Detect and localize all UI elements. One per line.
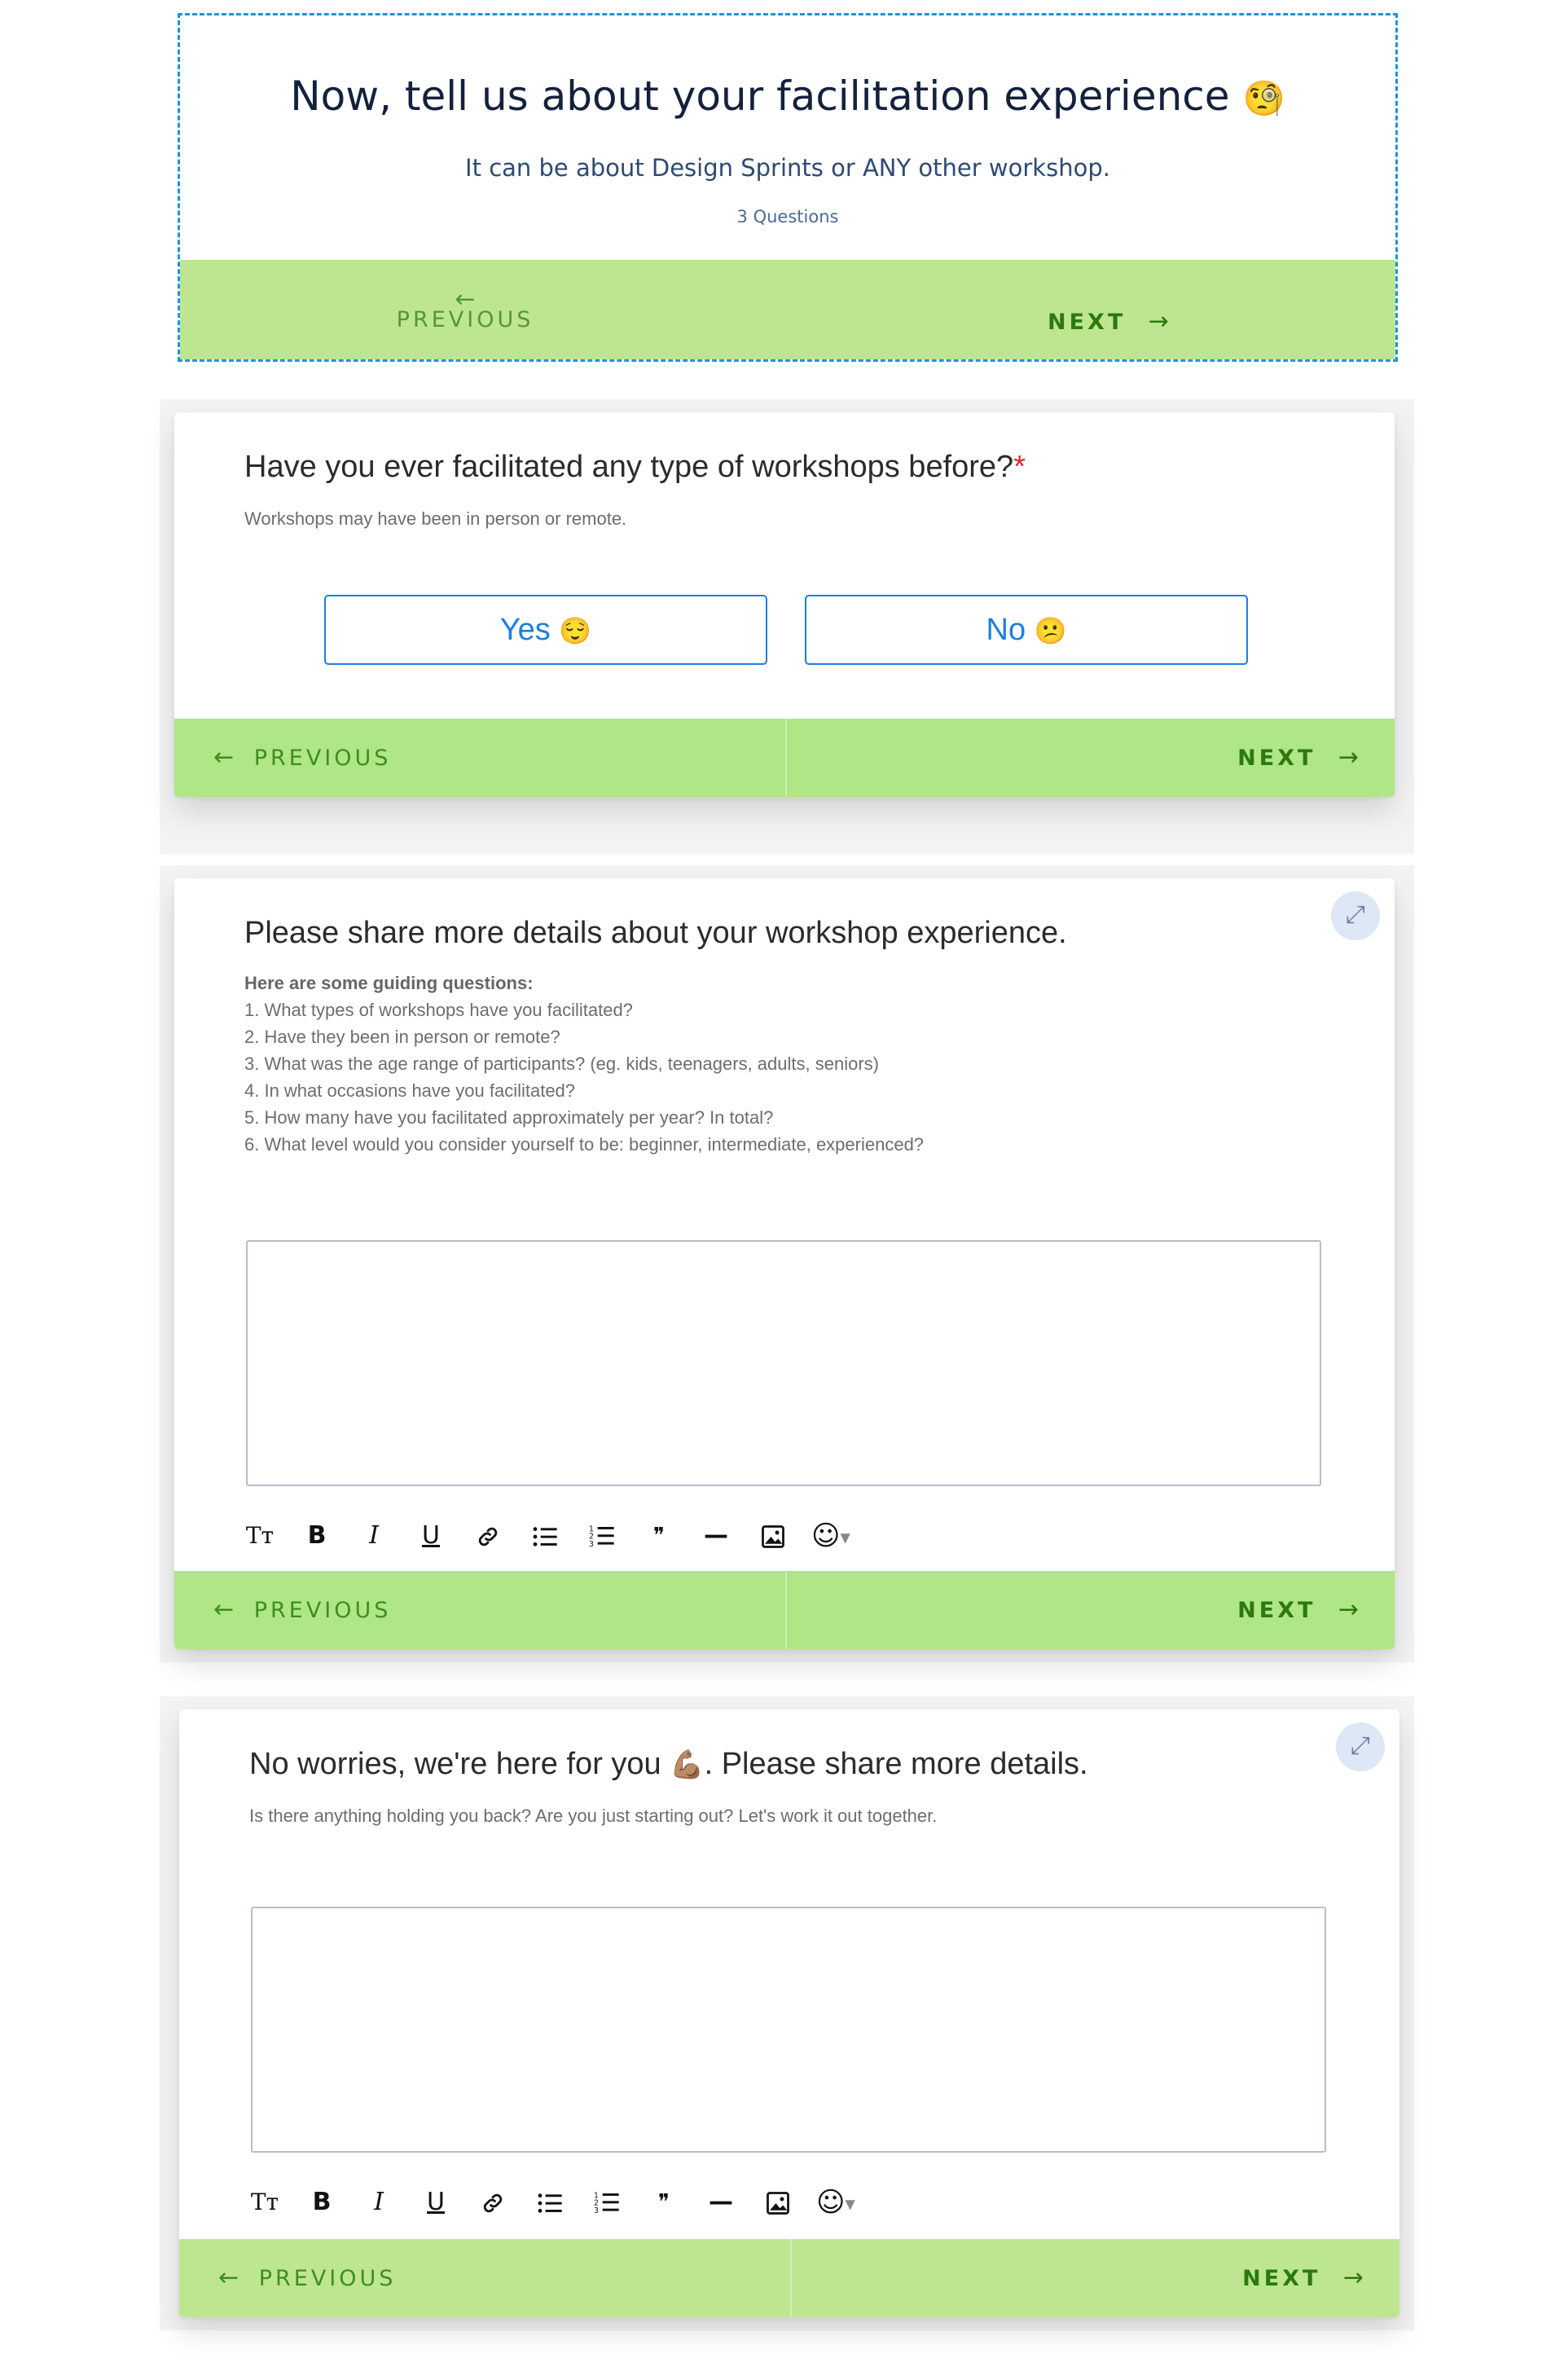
arrow-right-icon: →	[1148, 307, 1169, 336]
quote-icon[interactable]: ❞	[653, 1524, 665, 1548]
arrow-left-icon: ←	[218, 2263, 239, 2292]
expand-icon: ⤢	[1346, 901, 1365, 928]
question-3-previous-button[interactable]	[218, 2263, 396, 2292]
guide-heading: Here are some guiding questions:	[244, 973, 534, 993]
bullet-list-icon[interactable]	[531, 2182, 569, 2223]
answer-textarea[interactable]	[246, 1240, 1321, 1486]
section-nav-bar	[180, 260, 1395, 359]
nav-divider	[785, 719, 787, 797]
text-size-icon[interactable]: Tт	[250, 2189, 279, 2215]
guide-item: 6. What level would you consider yourself to be: beginner, intermediate, experienced?	[244, 1134, 925, 1155]
arrow-left-icon: ←	[213, 743, 235, 772]
answer-textarea[interactable]	[251, 1907, 1326, 2153]
question-3-next-button[interactable]	[1242, 2263, 1364, 2292]
question-2-title: Please share more details about your workshop experience.	[244, 916, 1067, 950]
question-1-nav-bar	[174, 719, 1395, 797]
guide-item: 1. What types of workshops have you facilitated?	[244, 1000, 633, 1020]
svg-text:3: 3	[594, 2206, 599, 2215]
svg-text:1: 1	[589, 1524, 594, 1533]
caret-down-icon: ▼	[845, 2196, 855, 2212]
question-3-title-start: No worries, we're here for you	[249, 1747, 670, 1781]
question-3-next-label: NEXT	[1242, 2266, 1321, 2291]
arrow-right-icon: →	[1338, 743, 1359, 772]
quote-icon[interactable]: ❞	[658, 2190, 670, 2215]
question-3-previous-label: PREVIOUS	[258, 2266, 397, 2291]
section-title	[180, 73, 1395, 120]
bullet-list-icon[interactable]	[526, 1516, 564, 1556]
expand-button[interactable]	[1336, 1722, 1385, 1771]
choice-yes-label: Yes	[499, 613, 551, 647]
question-3-description: Is there anything holding you back? Are you just starting out? Let's work it out together.	[249, 1806, 938, 1826]
link-icon[interactable]	[469, 1516, 507, 1556]
question-2-nav-bar	[174, 1571, 1395, 1649]
guide-item: 3. What was the age range of participants? (eg. kids, teenagers, adults, seniors)	[244, 1054, 879, 1074]
expand-icon: ⤢	[1351, 1732, 1370, 1759]
question-1-previous-label: PREVIOUS	[253, 746, 392, 771]
text-size-icon[interactable]: Tт	[245, 1522, 275, 1549]
nav-divider	[790, 2239, 792, 2317]
choice-no-button[interactable]	[805, 595, 1248, 665]
arrow-left-icon: ←	[455, 285, 476, 314]
question-1-card	[174, 412, 1395, 797]
section-previous-label: PREVIOUS	[396, 307, 534, 332]
section-next-label: NEXT	[1048, 310, 1127, 335]
section-subtitle: It can be about Design Sprints or ANY other workshop.	[465, 154, 1110, 182]
question-3-card	[179, 1709, 1399, 2317]
svg-text:1: 1	[594, 2190, 599, 2200]
rich-text-toolbar	[246, 2182, 898, 2223]
relieved-face-emoji-icon: 😌	[559, 616, 592, 645]
underline-icon[interactable]: U	[427, 2188, 445, 2216]
monocle-face-emoji-icon: 🧐	[1242, 78, 1285, 118]
italic-icon[interactable]: I	[369, 1521, 379, 1550]
section-previous-button[interactable]	[359, 285, 571, 332]
question-2-previous-label: PREVIOUS	[253, 1598, 392, 1623]
required-asterisk: *	[1013, 450, 1026, 484]
choice-yes-button[interactable]	[324, 595, 767, 665]
choice-no-label: No	[986, 613, 1026, 647]
flexed-biceps-emoji-icon: 💪🏽	[670, 1749, 705, 1780]
question-2-next-label: NEXT	[1237, 1598, 1316, 1623]
numbered-list-icon[interactable]	[588, 2182, 626, 2223]
guide-item: 5. How many have you facilitated approximately per year? In total?	[244, 1107, 774, 1128]
link-icon[interactable]	[474, 2182, 512, 2223]
svg-text:3: 3	[589, 1539, 594, 1549]
question-1-title-text: Have you ever facilitated any type of workshops before?	[244, 450, 1014, 484]
nav-divider	[785, 1571, 787, 1649]
section-next-button[interactable]	[1048, 307, 1276, 336]
question-1-next-button[interactable]	[1237, 743, 1359, 772]
caret-down-icon: ▼	[840, 1529, 850, 1546]
image-icon[interactable]	[759, 2182, 797, 2223]
emoji-icon[interactable]: ☺▼	[811, 1520, 850, 1552]
question-1-next-label: NEXT	[1237, 746, 1316, 771]
bold-icon[interactable]: B	[312, 2188, 332, 2216]
question-1-title	[244, 450, 1026, 485]
bold-icon[interactable]: B	[307, 1521, 327, 1550]
arrow-right-icon: →	[1338, 1595, 1359, 1624]
svg-text:2: 2	[589, 1532, 594, 1542]
question-2-card	[174, 878, 1395, 1649]
confused-face-emoji-icon: 😕	[1034, 616, 1067, 645]
question-count: 3 Questions	[736, 207, 839, 227]
section-title-text: Now, tell us about your facilitation experience	[290, 73, 1230, 120]
question-3-title	[249, 1747, 1088, 1782]
expand-button[interactable]	[1331, 891, 1380, 940]
horizontal-rule-icon[interactable]: —	[704, 1521, 728, 1550]
question-3-title-end: . Please share more details.	[704, 1747, 1088, 1781]
italic-icon[interactable]: I	[374, 2188, 384, 2216]
question-2-description	[244, 970, 1303, 1158]
svg-text:2: 2	[594, 2198, 599, 2208]
numbered-list-icon[interactable]	[583, 1516, 621, 1556]
question-3-nav-bar	[179, 2239, 1399, 2317]
question-1-description: Workshops may have been in person or remote.	[244, 508, 627, 529]
question-1-previous-button[interactable]	[213, 743, 391, 772]
section-header-card	[178, 13, 1398, 362]
arrow-left-icon: ←	[213, 1595, 235, 1624]
image-icon[interactable]	[754, 1516, 792, 1556]
underline-icon[interactable]: U	[422, 1521, 440, 1550]
emoji-icon[interactable]: ☺▼	[816, 2186, 855, 2219]
arrow-right-icon: →	[1342, 2263, 1364, 2292]
guide-item: 2. Have they been in person or remote?	[244, 1027, 560, 1047]
question-2-previous-button[interactable]	[213, 1595, 391, 1624]
guide-item: 4. In what occasions have you facilitated?	[244, 1080, 576, 1101]
question-2-next-button[interactable]	[1237, 1595, 1359, 1624]
horizontal-rule-icon[interactable]: —	[709, 2188, 733, 2216]
rich-text-toolbar	[241, 1516, 893, 1556]
